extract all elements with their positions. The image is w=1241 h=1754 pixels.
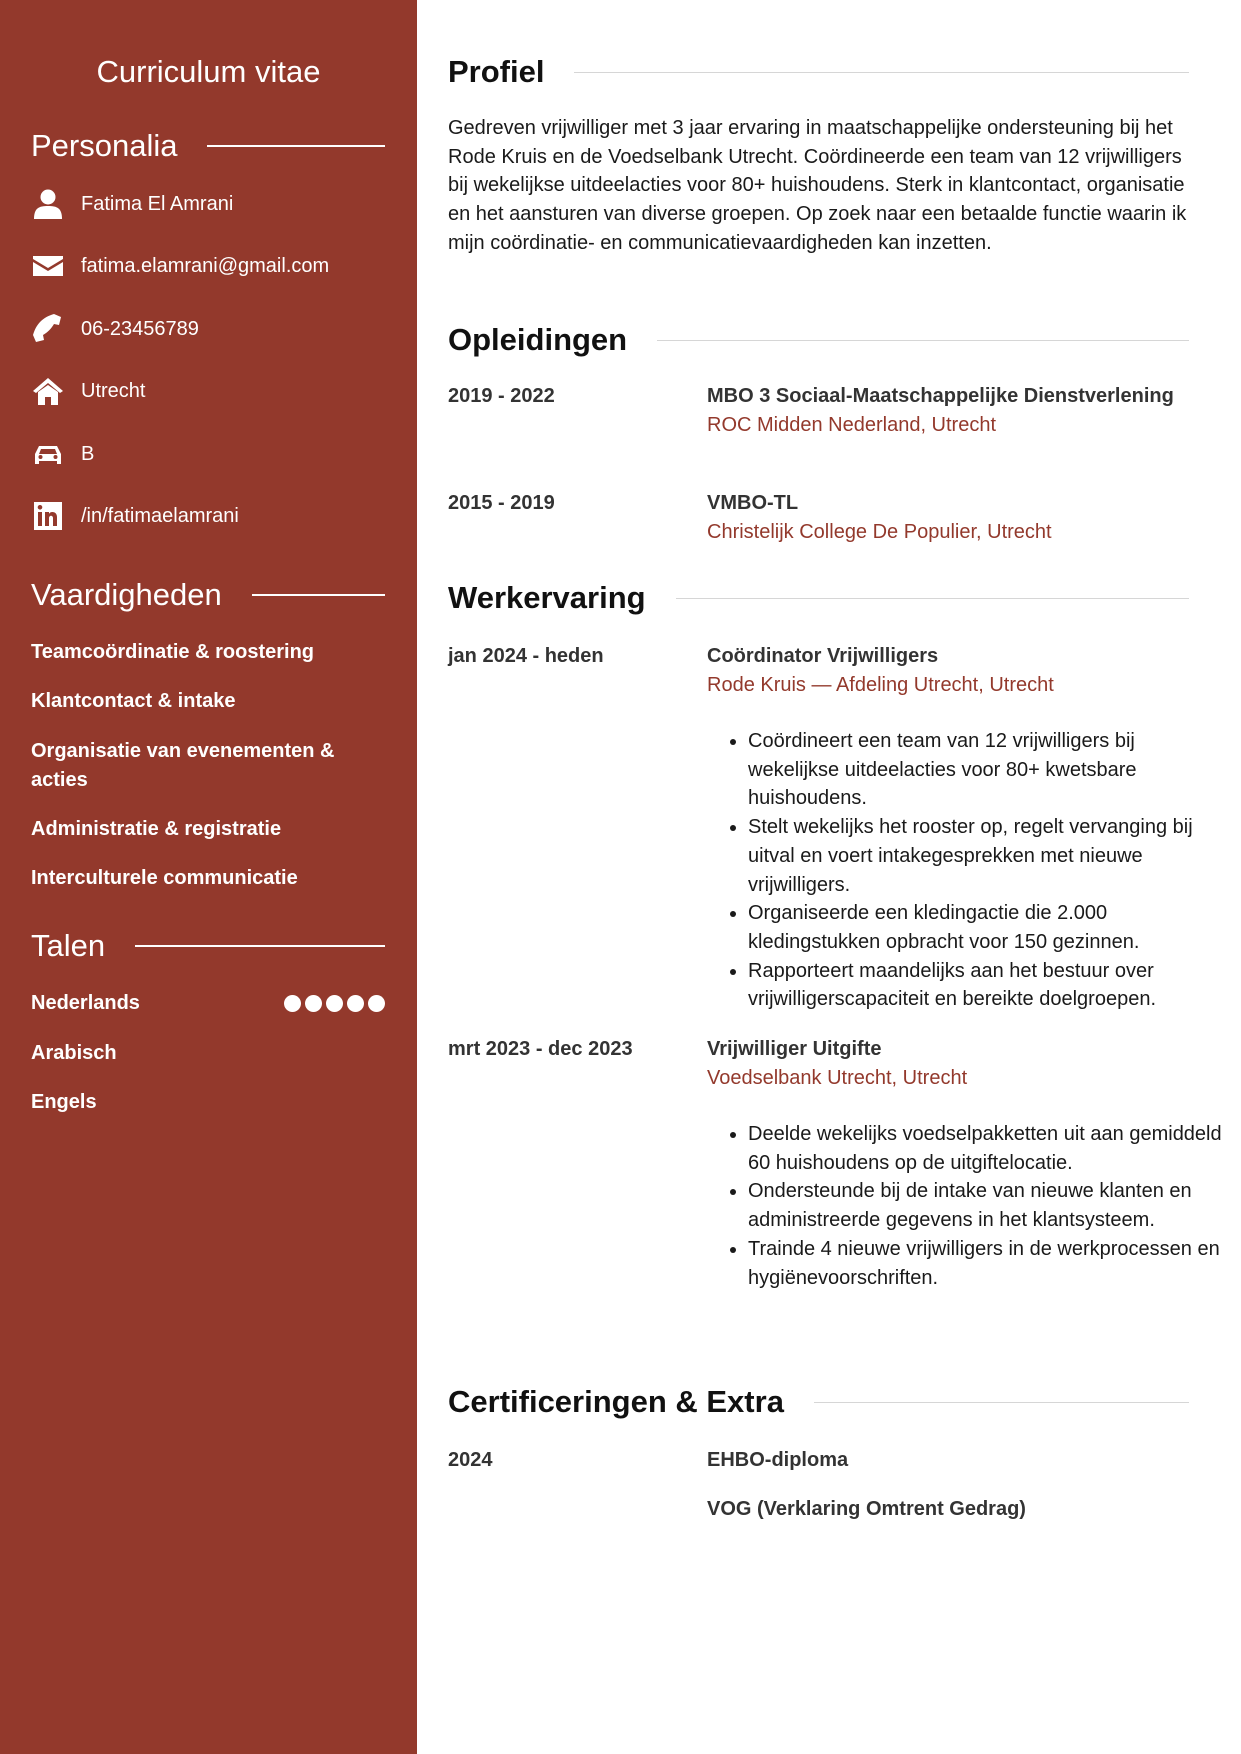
language-name: Engels: [31, 1090, 97, 1113]
contact-license: [31, 436, 94, 472]
heading-rule: [207, 145, 385, 147]
job-organisation: Voedselbank Utrecht, Utrecht: [707, 1066, 968, 1089]
cv-title: Curriculum vitae: [96, 54, 321, 89]
job-bullet: • Deelde wekelijks voedselpakketten uit aan gemiddeld 60 huishoudens op de uitgiftelocatie.: [748, 1120, 1230, 1177]
opleidingen-heading: [448, 320, 1189, 360]
contact-linkedin-text[interactable]: /in/fatimaelamrani: [81, 505, 239, 527]
job-bullet-list: [707, 727, 1230, 1014]
education-entry: [707, 382, 1189, 439]
profiel-heading: [448, 52, 1189, 92]
contact-linkedin[interactable]: [31, 498, 239, 534]
contact-phone[interactable]: [31, 311, 199, 347]
personalia-heading: [31, 126, 385, 166]
werkervaring-heading: [448, 578, 1189, 618]
language-item: [31, 988, 385, 1018]
level-dot: [326, 995, 343, 1012]
skill-item: Teamcoördinatie & roostering: [31, 641, 315, 663]
heading-rule: [252, 594, 385, 596]
talen-heading-text: Talen: [31, 928, 106, 963]
envelope-icon: [31, 249, 65, 283]
contact-name: [31, 186, 233, 222]
education-school: Christelijk College De Populier, Utrecht: [707, 520, 1052, 543]
profile-text: Gedreven vrijwilliger met 3 jaar ervaring in maatschappelijke ondersteuning bij het Rode Kruis en de Voedselbank Utrecht. Coördineerde een team van 12 vrijwilligers bij wekelijkse uitdeelacties voor 80+ huishoudens. Sterk in klantcontact, organisatie en het aansturen van diverse groepen. Op zoek naar een betaalde functie waarin ik mijn coördinatie- en communicatievaardigheden kan inzetten.: [448, 117, 1187, 254]
job-title: Vrijwilliger Uitgifte: [707, 1038, 882, 1060]
level-dot: [305, 995, 322, 1012]
language-level-dots: [284, 995, 385, 1012]
heading-rule: [574, 72, 1189, 73]
car-icon: [31, 437, 65, 471]
job-bullet: • Rapporteert maandelijks aan het bestuur over vrijwilligerscapaciteit en bereikte doelgroepen.: [748, 957, 1230, 1014]
job-date: jan 2024 - heden: [448, 645, 604, 667]
contact-location-text: Utrecht: [81, 380, 146, 402]
personalia-heading-text: Personalia: [31, 128, 178, 163]
job-bullet: • Stelt wekelijks het rooster op, regelt vervanging bij uitval en voert intakegesprekken met nieuwe vrijwilligers.: [748, 813, 1230, 899]
home-icon: [31, 374, 65, 408]
education-title: MBO 3 Sociaal-Maatschappelijke Dienstverlening: [707, 385, 1174, 407]
education-date: 2019 - 2022: [448, 385, 555, 407]
education-entry: [707, 489, 1189, 546]
heading-rule: [814, 1402, 1189, 1403]
sidebar: [0, 0, 417, 1754]
job-bullet: • Coördineert een team van 12 vrijwilligers bij wekelijkse uitdeelacties voor 80+ kwetsbare huishoudens.: [748, 727, 1230, 813]
skill-item: Klantcontact & intake: [31, 690, 236, 712]
vaardigheden-heading-text: Vaardigheden: [31, 577, 222, 612]
phone-icon: [31, 312, 65, 346]
education-school: ROC Midden Nederland, Utrecht: [707, 413, 997, 436]
vaardigheden-heading: [31, 575, 385, 615]
skill-item: Organisatie van evenementen & acties: [31, 740, 335, 791]
heading-rule: [657, 340, 1189, 341]
heading-rule: [676, 598, 1189, 599]
opleidingen-heading-text: Opleidingen: [448, 322, 628, 357]
certificeringen-heading: [448, 1382, 1189, 1422]
certificeringen-heading-text: Certificeringen & Extra: [448, 1384, 784, 1419]
heading-rule: [135, 945, 385, 947]
language-name: Arabisch: [31, 1041, 117, 1064]
job-bullet: • Ondersteunde bij de intake van nieuwe klanten en administreerde gegevens in het klantsysteem.: [748, 1177, 1230, 1234]
education-date: 2015 - 2019: [448, 492, 555, 514]
level-dot: [368, 995, 385, 1012]
certificate-entry: [707, 1446, 1189, 1475]
certificate-title: EHBO-diploma: [707, 1449, 849, 1471]
language-item: [31, 1038, 385, 1068]
contact-phone-text[interactable]: 06-23456789: [81, 318, 199, 340]
talen-heading: [31, 926, 385, 966]
user-icon: [31, 187, 65, 221]
skill-item: Interculturele communicatie: [31, 867, 298, 889]
certificate-entry: [707, 1495, 1189, 1524]
profiel-heading-text: Profiel: [448, 54, 545, 89]
certificate-date: 2024: [448, 1449, 493, 1471]
job-bullet: • Trainde 4 nieuwe vrijwilligers in de werkprocessen en hygiënevoorschriften.: [748, 1235, 1230, 1292]
werkervaring-heading-text: Werkervaring: [448, 580, 646, 615]
contact-email[interactable]: [31, 248, 329, 284]
language-item: [31, 1087, 385, 1117]
job-date: mrt 2023 - dec 2023: [448, 1038, 633, 1060]
level-dot: [347, 995, 364, 1012]
contact-email-text[interactable]: fatima.elamrani@gmail.com: [81, 255, 330, 277]
main-content: [448, 0, 1222, 1754]
skill-item: Administratie & registratie: [31, 818, 282, 840]
contact-location: [31, 373, 145, 409]
linkedin-icon: [31, 499, 65, 533]
job-entry: [707, 1035, 1189, 1092]
education-title: VMBO-TL: [707, 492, 799, 514]
job-bullet-list: [707, 1120, 1230, 1292]
job-title: Coördinator Vrijwilligers: [707, 645, 939, 667]
level-dot: [284, 995, 301, 1012]
job-organisation: Rode Kruis — Afdeling Utrecht, Utrecht: [707, 673, 1054, 696]
certificate-title: VOG (Verklaring Omtrent Gedrag): [707, 1498, 1026, 1520]
language-name: Nederlands: [31, 991, 140, 1014]
contact-license-text: B: [81, 443, 95, 465]
contact-name-text: Fatima El Amrani: [81, 193, 234, 215]
job-entry: [707, 642, 1189, 699]
job-bullet: • Organiseerde een kledingactie die 2.000 kledingstukken opbracht voor 150 gezinnen.: [748, 899, 1230, 956]
